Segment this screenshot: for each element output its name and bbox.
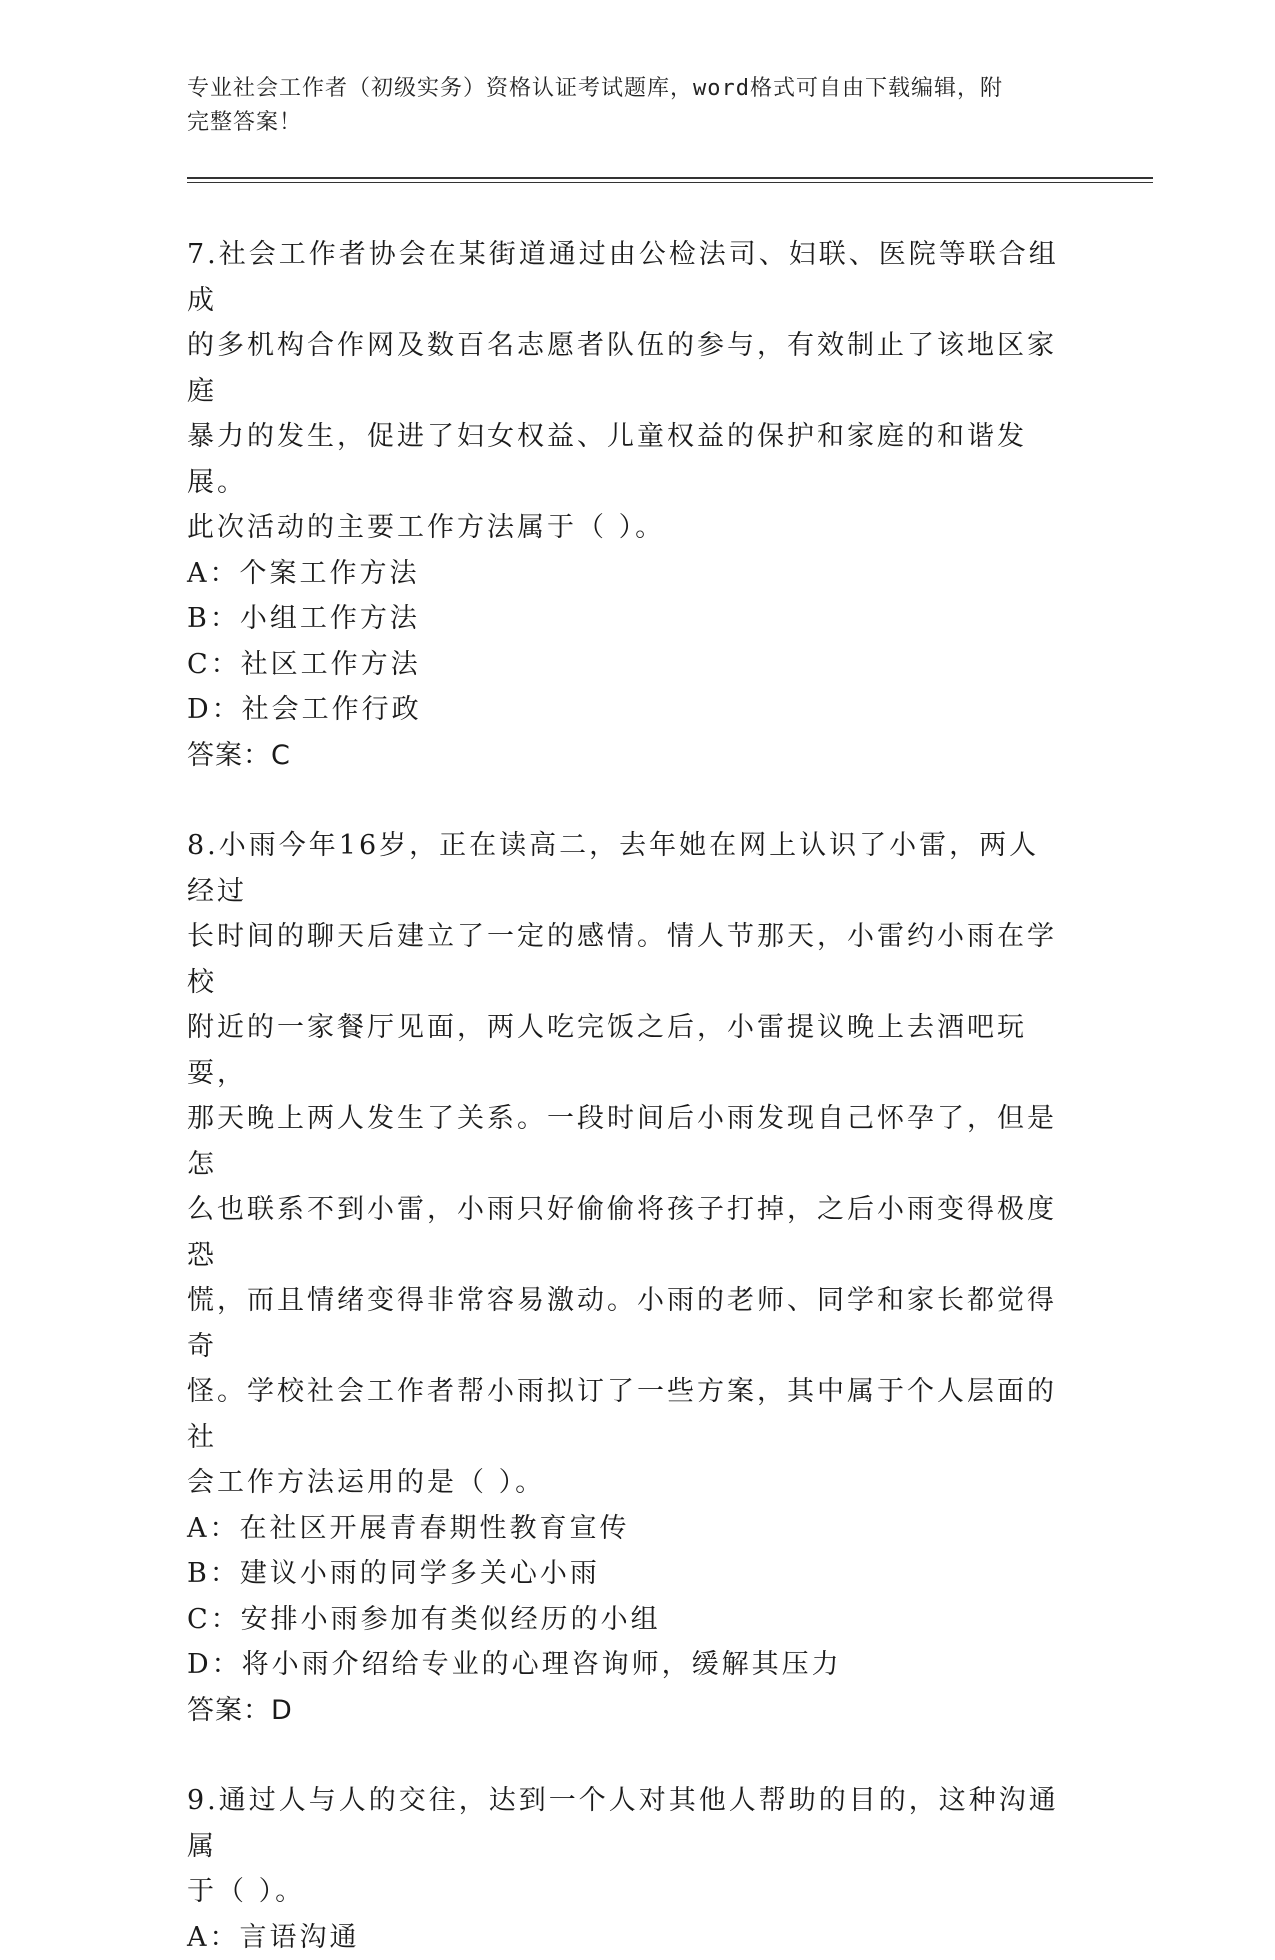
question-8: [187, 823, 1067, 1733]
option-a: A：言语沟通: [187, 1915, 1067, 1960]
question-list: [187, 232, 1067, 1960]
question-line: 7.社会工作者协会在某街道通过由公检法司、妇联、医院等联合组成: [187, 232, 1067, 323]
question-line: 9.通过人与人的交往，达到一个人对其他人帮助的目的，这种沟通属: [187, 1778, 1067, 1869]
spacer: [187, 1733, 1067, 1778]
header-line-1: 专业社会工作者（初级实务）资格认证考试题库，word格式可自由下载编辑，附: [187, 72, 1067, 106]
question-line: 那天晚上两人发生了关系。一段时间后小雨发现自己怀孕了，但是怎: [187, 1096, 1067, 1187]
answer-line: 答案：D: [187, 1688, 1067, 1734]
option-a: A：个案工作方法: [187, 551, 1067, 597]
option-b: B：建议小雨的同学多关心小雨: [187, 1551, 1067, 1597]
answer-line: 答案：C: [187, 733, 1067, 779]
question-line: 怪。学校社会工作者帮小雨拟订了一些方案，其中属于个人层面的社: [187, 1369, 1067, 1460]
header-line-2: 完整答案！: [187, 106, 1067, 140]
header-divider-thin: [187, 182, 1153, 183]
document-header: [187, 72, 1067, 140]
option-c: C：社区工作方法: [187, 642, 1067, 688]
question-line: 么也联系不到小雷，小雨只好偷偷将孩子打掉，之后小雨变得极度恐: [187, 1187, 1067, 1278]
question-7: [187, 232, 1067, 778]
question-line: 慌，而且情绪变得非常容易激动。小雨的老师、同学和家长都觉得奇: [187, 1278, 1067, 1369]
question-line: 此次活动的主要工作方法属于（ ）。: [187, 505, 1067, 551]
option-d: D：将小雨介绍给专业的心理咨询师，缓解其压力: [187, 1642, 1067, 1688]
question-line: 附近的一家餐厅见面，两人吃完饭之后，小雷提议晚上去酒吧玩耍，: [187, 1005, 1067, 1096]
question-line: 的多机构合作网及数百名志愿者队伍的参与，有效制止了该地区家庭: [187, 323, 1067, 414]
option-b: B：小组工作方法: [187, 596, 1067, 642]
option-c: C：安排小雨参加有类似经历的小组: [187, 1597, 1067, 1643]
spacer: [187, 778, 1067, 823]
option-d: D：社会工作行政: [187, 687, 1067, 733]
option-a: A：在社区开展青春期性教育宣传: [187, 1506, 1067, 1552]
question-line: 长时间的聊天后建立了一定的感情。情人节那天，小雷约小雨在学校: [187, 914, 1067, 1005]
question-line: 会工作方法运用的是（ ）。: [187, 1460, 1067, 1506]
question-line: 暴力的发生，促进了妇女权益、儿童权益的保护和家庭的和谐发展。: [187, 414, 1067, 505]
header-divider-thick: [187, 177, 1153, 179]
question-line: 于（ ）。: [187, 1869, 1067, 1915]
question-line: 8.小雨今年16岁，正在读高二，去年她在网上认识了小雷，两人经过: [187, 823, 1067, 914]
question-9: [187, 1778, 1067, 1960]
